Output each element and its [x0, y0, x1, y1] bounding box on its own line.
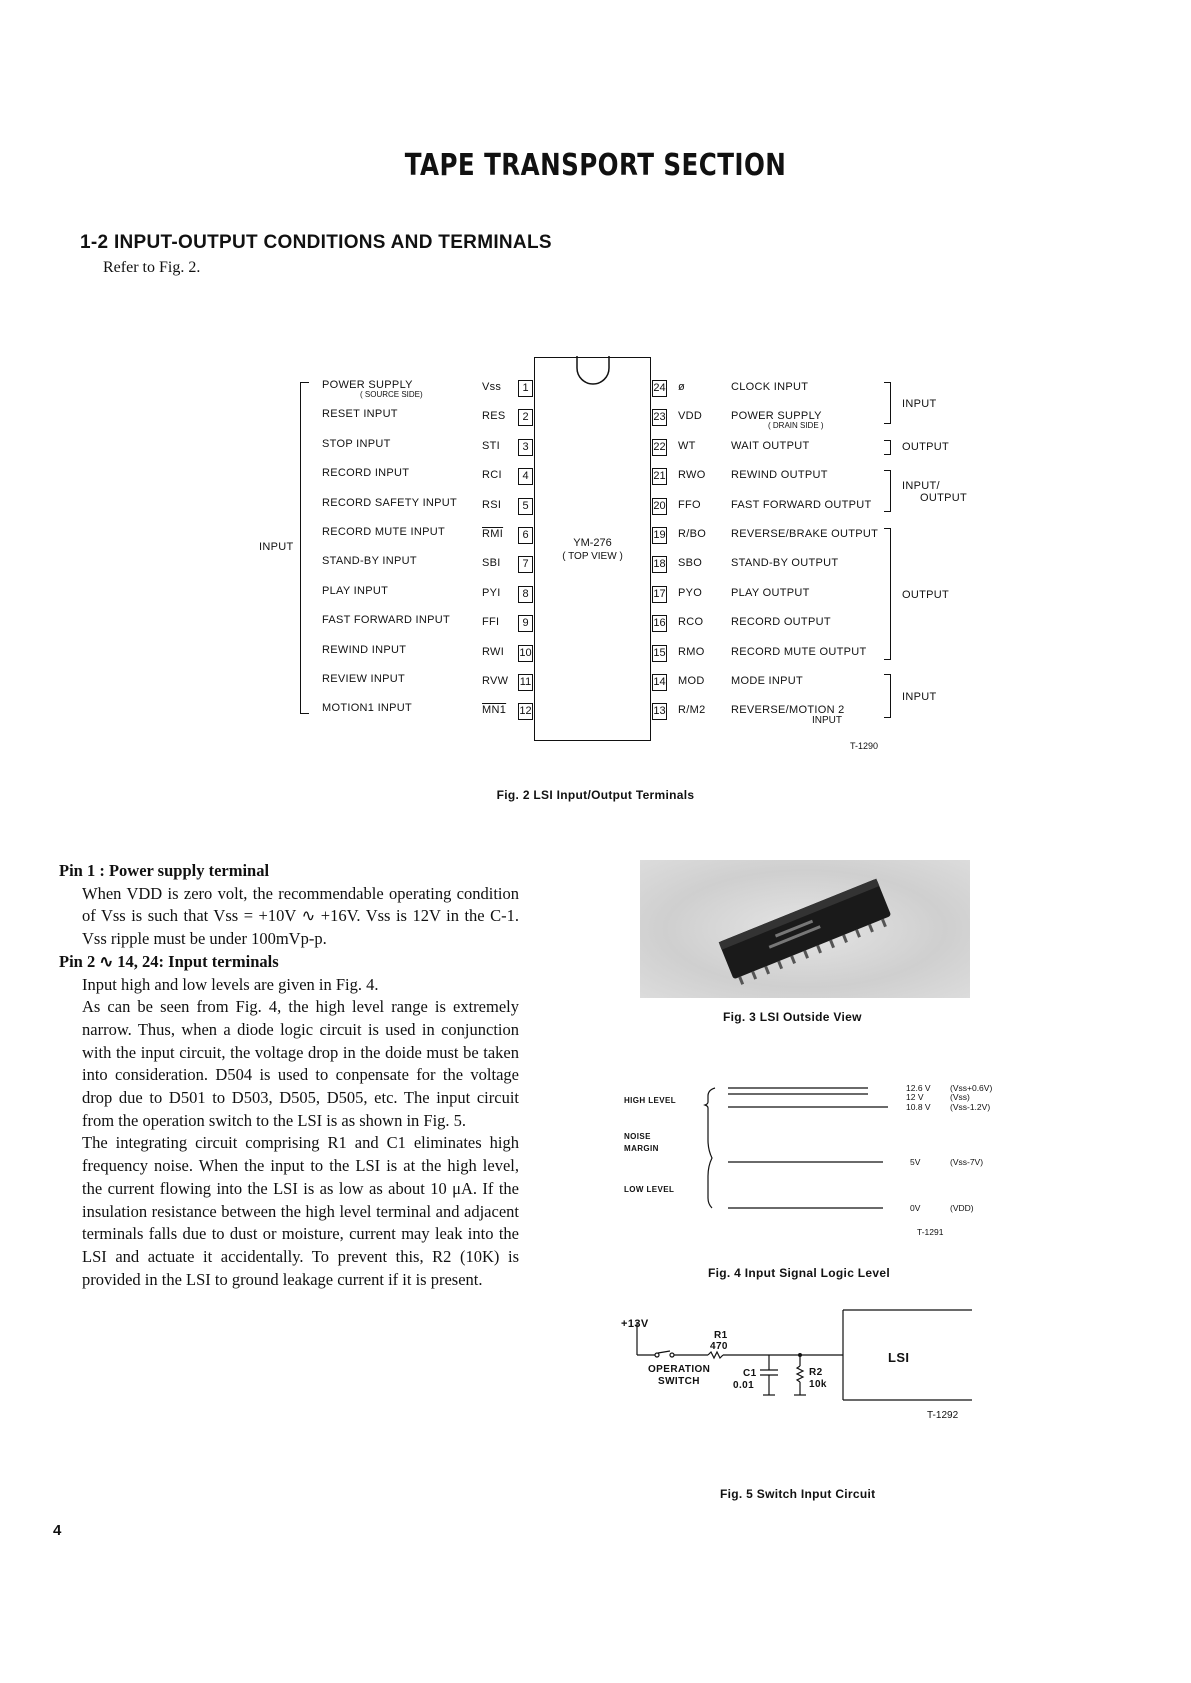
lsi-chip-image: [640, 860, 970, 998]
left-pin-symbol: RSI: [482, 498, 502, 511]
high-level-label: HIGH LEVEL: [624, 1096, 677, 1105]
fig4-caption: Fig. 4 Input Signal Logic Level: [708, 1266, 890, 1280]
pin2-para-2: As can be seen from Fig. 4, the high level range is extremely narrow. Thus, when a diode logic circuit is used in conjunction with the input circuit, the voltage drop in the doide must be taken into consideration. D504 is used to conpensate for the voltage drop due to D501 to D503, D505, D505, etc. The input circuit from the operation switch to the LSI is as shown in Fig. 5.: [82, 997, 519, 1130]
level-note-12: (Vss): [950, 1092, 970, 1102]
r2-value: 10k: [809, 1379, 827, 1390]
right-pin-number: 23: [652, 409, 667, 426]
right-pin-label: POWER SUPPLY: [731, 410, 822, 423]
left-pin-sublabel: ( SOURCE SIDE): [360, 390, 423, 399]
fig5-code: T-1292: [927, 1410, 959, 1421]
left-pin-symbol: RWI: [482, 645, 505, 658]
pin2-para-3: The integrating circuit comprising R1 and C1 eliminates high frequency noise. When the input to the LSI is at the high level, the current flowing into the LSI is as low as about 10 μA. If the insulation resistance between the high level terminal and adjacent terminals falls due to dust or moisture, current may leak into the LSI and actuate it accidentally. To prevent this, R2 (10K) is provided in the LSI to ground leakage current if it is present.: [82, 1133, 519, 1289]
left-pin-number: 8: [518, 586, 533, 603]
left-pin-number: 10: [518, 645, 533, 662]
left-pin-label: RESET INPUT: [322, 408, 398, 421]
page-title: TAPE TRANSPORT SECTION: [404, 148, 787, 183]
right-bracket-input-2: [884, 674, 891, 718]
pin2-heading: Pin 2 ∿ 14, 24: Input terminals: [59, 951, 279, 971]
right-group-input-2: INPUT: [902, 691, 937, 703]
right-pin-symbol: PYO: [678, 586, 703, 599]
right-pin-symbol: MOD: [678, 675, 705, 687]
right-bracket-output-2: [884, 528, 891, 660]
fig5-caption: Fig. 5 Switch Input Circuit: [720, 1487, 876, 1501]
right-pin-label: RECORD MUTE OUTPUT: [731, 645, 867, 658]
right-pin-symbol: RCO: [678, 616, 704, 629]
left-pin-label: RECORD INPUT: [322, 467, 410, 480]
lsi-label: LSI: [888, 1350, 910, 1365]
left-pin-symbol: STI: [482, 439, 501, 452]
right-pin-label: PLAY OUTPUT: [731, 586, 810, 599]
fig2-caption: Fig. 2 LSI Input/Output Terminals: [496, 788, 695, 802]
right-group-output-2: OUTPUT: [902, 589, 950, 601]
right-bracket-io: [884, 470, 891, 512]
right-pin-label: REVERSE/BRAKE OUTPUT: [731, 528, 879, 540]
page-number: 4: [53, 1522, 62, 1539]
right-pin-sublabel: ( DRAIN SIDE ): [768, 421, 824, 431]
right-pin-symbol: SBO: [678, 557, 703, 570]
right-pin-number: 24: [652, 380, 667, 397]
right-pin-number: 18: [652, 556, 667, 573]
right-pin-number: 20: [652, 498, 667, 515]
right-pin-label: MODE INPUT: [731, 675, 804, 687]
left-pin-label: RECORD SAFETY INPUT: [322, 496, 458, 509]
level-note-12-6: (Vss+0.6V): [950, 1083, 993, 1093]
right-pin-label: WAIT OUTPUT: [731, 439, 810, 452]
right-pin-label: STAND-BY OUTPUT: [731, 557, 839, 570]
left-pin-number: 7: [518, 556, 533, 573]
left-pin-symbol: RCI: [482, 469, 502, 482]
left-group-label: INPUT: [259, 541, 294, 553]
c1-label: C1: [743, 1368, 757, 1379]
left-pin-number: 4: [518, 468, 533, 485]
left-pin-number: 12: [518, 703, 533, 720]
right-pin-number: 17: [652, 586, 667, 603]
fig2-diagram: [0, 0, 1191, 800]
fig3-caption: Fig. 3 LSI Outside View: [723, 1010, 862, 1024]
right-pin-symbol: WT: [678, 439, 696, 452]
pin1-body: When VDD is zero volt, the recommendable operating condition of Vss is such that Vss = +10V ∿ +16V. Vss is 12V in the C-1. Vss ripple must be under 100mVp-p.: [82, 883, 519, 949]
left-pin-symbol: RES: [482, 410, 506, 423]
right-pin-number: 19: [652, 527, 667, 544]
right-pin-symbol: VDD: [678, 410, 703, 423]
fig4-diagram: [620, 1080, 1020, 1240]
right-group-io-2: OUTPUT: [920, 492, 968, 504]
fig2-code: T-1290: [850, 741, 879, 751]
refer-text: Refer to Fig. 2.: [103, 259, 201, 276]
left-input-bracket: [300, 382, 309, 714]
r2-label: R2: [809, 1367, 823, 1378]
left-pin-number: 2: [518, 409, 533, 426]
fig4-code: T-1291: [917, 1227, 944, 1237]
supply-label: +13V: [621, 1318, 649, 1330]
right-pin-sublabel: INPUT: [812, 715, 842, 727]
left-pin-label: STAND-BY INPUT: [322, 555, 417, 568]
noise-margin-label-2: MARGIN: [624, 1144, 659, 1153]
left-pin-label: PLAY INPUT: [322, 584, 389, 597]
switch-label-1: OPERATION: [648, 1364, 711, 1375]
pin2-para-1: Input high and low levels are given in Fig. 4.: [82, 974, 379, 994]
level-value-12: 12 V: [906, 1092, 924, 1102]
right-pin-number: 21: [652, 468, 667, 485]
right-pin-number: 15: [652, 645, 667, 662]
right-pin-symbol: ø: [678, 381, 686, 393]
r1-value: 470: [710, 1341, 728, 1352]
right-pin-symbol: R/BO: [678, 528, 707, 540]
level-value-12-6: 12.6 V: [906, 1083, 931, 1093]
left-pin-symbol: PYI: [482, 586, 501, 599]
right-pin-symbol: RWO: [678, 469, 706, 482]
level-value-10-8: 10.8 V: [906, 1102, 931, 1112]
chip-body: [534, 357, 651, 741]
left-pin-symbol: Vss: [482, 381, 502, 393]
right-pin-label: REVERSE/MOTION 2: [731, 704, 845, 717]
right-pin-label: REWIND OUTPUT: [731, 469, 828, 482]
right-pin-symbol: R/M2: [678, 704, 706, 717]
right-pin-label: RECORD OUTPUT: [731, 616, 831, 629]
right-pin-number: 13: [652, 703, 667, 720]
right-bracket-input: [884, 382, 891, 424]
chip-view: ( TOP VIEW ): [562, 551, 623, 562]
left-pin-number: 3: [518, 439, 533, 456]
left-pin-label: REVIEW INPUT: [322, 673, 406, 685]
left-pin-number: 5: [518, 498, 533, 515]
lsi-photo: [640, 860, 970, 998]
left-pin-symbol: $\overline{RMI}$: [482, 528, 504, 540]
left-pin-label: RECORD MUTE INPUT: [322, 526, 446, 538]
left-pin-number: 6: [518, 527, 533, 544]
level-note-10-8: (Vss-1.2V): [950, 1102, 991, 1112]
c1-value: 0.01: [733, 1380, 755, 1391]
right-pin-number: 16: [652, 615, 667, 632]
level-value-5: 5V: [910, 1157, 921, 1167]
body-text: [59, 860, 519, 1291]
noise-margin-label-1: NOISE: [624, 1132, 651, 1141]
level-value-0: 0V: [910, 1203, 921, 1213]
left-pin-label: REWIND INPUT: [322, 643, 407, 656]
chip-notch: [575, 356, 611, 386]
pin1-heading: Pin 1 : Power supply terminal: [59, 861, 270, 880]
right-group-io-1: INPUT/: [902, 480, 940, 492]
right-pin-symbol: RMO: [678, 645, 705, 658]
left-pin-symbol: RVW: [482, 675, 509, 687]
right-pin-symbol: FFO: [678, 498, 701, 511]
left-pin-number: 9: [518, 615, 533, 632]
right-pin-number: 22: [652, 439, 667, 456]
left-pin-number: 1: [518, 380, 533, 397]
left-pin-label: FAST FORWARD INPUT: [322, 614, 451, 627]
fig5-diagram: [610, 1300, 990, 1430]
chip-name: YM-276: [573, 537, 612, 549]
right-group-input-1: INPUT: [902, 398, 937, 410]
right-bracket-output: [884, 440, 891, 455]
r1-label: R1: [714, 1330, 728, 1341]
left-pin-symbol: MN1: [482, 704, 507, 717]
level-note-0: (VDD): [950, 1203, 974, 1213]
right-group-output-1: OUTPUT: [902, 441, 950, 453]
left-pin-label: STOP INPUT: [322, 437, 391, 450]
left-pin-symbol: SBI: [482, 557, 501, 570]
left-pin-number: 11: [518, 674, 533, 691]
level-note-5: (Vss-7V): [950, 1157, 984, 1167]
switch-label-2: SWITCH: [658, 1376, 700, 1387]
left-pin-label: MOTION1 INPUT: [322, 702, 413, 715]
right-pin-label: FAST FORWARD OUTPUT: [731, 498, 872, 511]
left-pin-symbol: FFI: [482, 616, 500, 629]
section-heading: 1-2 INPUT-OUTPUT CONDITIONS AND TERMINALS: [80, 232, 552, 253]
right-pin-label: CLOCK INPUT: [731, 381, 809, 393]
right-pin-number: 14: [652, 674, 667, 691]
left-pin-label: POWER SUPPLY: [322, 379, 413, 391]
low-level-label: LOW LEVEL: [624, 1185, 675, 1194]
